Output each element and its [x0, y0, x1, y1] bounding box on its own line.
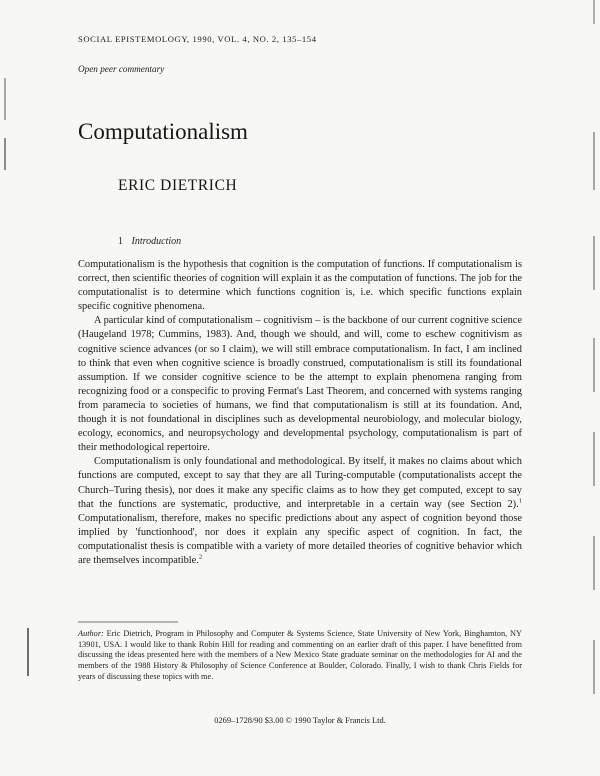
author-name: ERIC DIETRICH	[118, 177, 238, 194]
running-head: SOCIAL EPISTEMOLOGY, 1990, VOL. 4, NO. 2, 135–154	[78, 34, 317, 44]
paragraph-1: Computationalism is the hypothesis that cognition is the computation of functions. If computationalism is correct, then scientific theories of cognition will explain it as the computation of functions. The job for the computationalist is to determine which functions cognition is, i.e. which specific functions explain specific cognitive phenomena.	[78, 259, 522, 313]
section-heading	[118, 236, 181, 247]
section-label: Open peer commentary	[78, 64, 165, 74]
footnote-lead: Author:	[78, 629, 107, 638]
paragraph-3-text: Computationalism is only foundational and methodological. By itself, it makes no claims about which functions are computed, except to say that they are all Turing-computable (computationalists accept the Church–Turing thesis), nor does it make any specific claims as to how they get computed, except to say that the functions are systematic, productive, and interpretable in a certain way (see Section 2).	[78, 456, 522, 510]
article-body	[78, 258, 522, 568]
paragraph-3	[78, 455, 522, 568]
article-title: Computationalism	[78, 119, 248, 144]
paragraph-2: A particular kind of computationalism – cognitivism – is the backbone of our current cognitive science (Haugeland 1978; Cummins, 1983). And, though we should, and will, come to eschew cognitivism as cognitive science advances (or so I claim), we will still embrace computationalism. In fact, I am inclined to think that even when cognitive science is broadly construed, computationalism is still its foundational assumption. If we consider cognitive science to be the attempt to explain phenomena ranging from recognizing food or a conspecific to proving Fermat's Last Theorem, and concerned with systems ranging from paramecia to societies of humans, we find that computationalism is still at its foundation. And, though it is not foundational in disciplines such as developmental neurobiology, and molecular biology, ecology, economics, and neuropsychology and developmental psychology, computationalism is part of their methodological repertoire.	[78, 315, 522, 454]
section-heading-text: Introduction	[131, 236, 182, 247]
author-footnote	[78, 629, 522, 683]
copyright-line: 0269–1728/90 $3.00 © 1990 Taylor & Francis Ltd.	[214, 716, 386, 725]
footnote-marker-1[interactable]: 1	[518, 497, 522, 505]
paragraph-3-continued: Computationalism, therefore, makes no specific predictions about any aspect of cognition beyond those implied by 'functionhood', nor does it explain any specific aspect of cognition. In fact, the computationalist thesis is compatible with a variety of more detailed theories of cognitive behavior which are themselves incompatible.	[78, 512, 522, 566]
footnote-text: Eric Dietrich, Program in Philosophy and Computer & Systems Science, State University of New York, Binghamton, NY 13901, USA. I would like to thank Robin Hill for reading and commenting on an earlier draft of this paper. I have benefitted from discussing the ideas presented here with the members of a New Mexico State graduate seminar on the methodologies for AI and the members of the 1988 History & Philosophy of Science Conference at Boulder, Colorado. Finally, I wish to thank Chris Fields for years of discussing these topics with me.	[78, 629, 522, 681]
section-number: 1	[118, 236, 123, 247]
footnote-marker-2[interactable]: 2	[198, 553, 203, 561]
